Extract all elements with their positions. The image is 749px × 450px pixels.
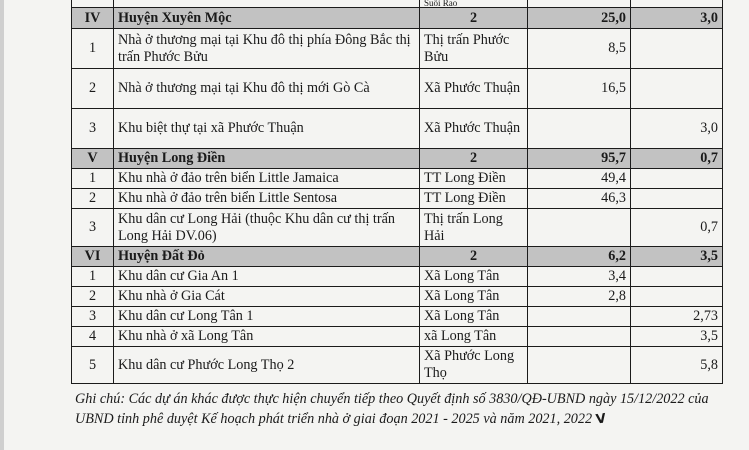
row-number: 1 [72,169,114,189]
table-row [72,287,723,307]
project-name: Khu nhà ở Gia Cát [114,287,420,307]
area-a [528,327,631,347]
group-number: VI [72,247,114,267]
group-project-count: 2 [420,8,528,29]
project-location: xã Long Tân [420,327,528,347]
page-edge [0,0,4,450]
area-b [631,29,723,69]
row-number: 5 [72,347,114,384]
project-location: Xã Long Tân [420,287,528,307]
area-b: 3,5 [631,327,723,347]
group-area-b: 0,7 [631,149,723,169]
area-b: 2,73 [631,307,723,327]
area-a: 3,4 [528,267,631,287]
footnote [75,389,735,430]
project-name: Khu nhà ở đảo trên biển Little Sentosa [114,189,420,209]
group-area-b: 3,0 [631,8,723,29]
row-number: 3 [72,209,114,247]
table-row [72,209,723,247]
area-a [528,347,631,384]
project-name: Khu dân cư Long Hải (thuộc Khu dân cư thị trấn Long Hải DV.06) [114,209,420,247]
table-row [72,267,723,287]
table-body [72,0,723,384]
table-row [72,189,723,209]
group-project-count: 2 [420,149,528,169]
project-location: Xã Phước Long Thọ [420,347,528,384]
table-row [72,307,723,327]
area-a [528,209,631,247]
area-b [631,267,723,287]
table-row [72,347,723,384]
project-name: Khu nhà ở xã Long Tân [114,327,420,347]
area-a: 8,5 [528,29,631,69]
project-location: TT Long Điền [420,189,528,209]
location-fragment: Suối Rao [420,0,528,8]
group-number: V [72,149,114,169]
group-area-b: 3,5 [631,247,723,267]
row-number: 2 [72,189,114,209]
group-area-a: 25,0 [528,8,631,29]
project-name: Khu dân cư Phước Long Thọ 2 [114,347,420,384]
table-row-continuation [72,0,723,8]
project-location: Thị trấn Long Hải [420,209,528,247]
row-number: 1 [72,267,114,287]
area-b [631,287,723,307]
area-a [528,109,631,149]
area-a: 16,5 [528,69,631,109]
project-location: Xã Phước Thuận [420,109,528,149]
area-b: 0,7 [631,209,723,247]
project-location: Xã Long Tân [420,267,528,287]
group-area-a: 95,7 [528,149,631,169]
project-name: Khu nhà ở đảo trên biển Little Jamaica [114,169,420,189]
area-b [631,169,723,189]
table-row [72,109,723,149]
row-number: 2 [72,287,114,307]
project-location: Xã Phước Thuận [420,69,528,109]
project-location: Thị trấn Phước Bửu [420,29,528,69]
project-name: Khu dân cư Long Tân 1 [114,307,420,327]
project-location: Xã Long Tân [420,307,528,327]
group-name: Huyện Xuyên Mộc [114,8,420,29]
area-b: 5,8 [631,347,723,384]
table-row [72,29,723,69]
group-number: IV [72,8,114,29]
project-name: Khu biệt thự tại xã Phước Thuận [114,109,420,149]
area-a: 49,4 [528,169,631,189]
project-name: Nhà ở thương mại tại Khu đô thị mới Gò Cà [114,69,420,109]
group-header-row [72,8,723,29]
group-name: Huyện Đất Đỏ [114,247,420,267]
group-header-row [72,149,723,169]
table-row [72,327,723,347]
area-b [631,189,723,209]
area-b: 3,0 [631,109,723,149]
area-a: 46,3 [528,189,631,209]
project-name: Khu dân cư Gia An 1 [114,267,420,287]
group-name: Huyện Long Điền [114,149,420,169]
handwritten-initials: V [595,411,608,428]
table-row [72,169,723,189]
project-name: Nhà ở thương mại tại Khu đô thị phía Đông Bắc thị trấn Phước Bửu [114,29,420,69]
area-a [528,307,631,327]
footnote-text: Ghi chú: Các dự án khác được thực hiện chuyển tiếp theo Quyết định số 3830/QĐ-UBND ngày 15/12/2022 của UBND tỉnh phê duyệt Kế hoạch phát triển nhà ở giai đoạn 2021 - 2025 và năm 2021, 2022 [75,391,709,427]
group-area-a: 6,2 [528,247,631,267]
area-a: 2,8 [528,287,631,307]
row-number: 4 [72,327,114,347]
group-header-row [72,247,723,267]
row-number: 3 [72,307,114,327]
housing-projects-table [71,0,723,384]
table-row [72,69,723,109]
row-number: 3 [72,109,114,149]
group-project-count: 2 [420,247,528,267]
row-number: 1 [72,29,114,69]
project-location: TT Long Điền [420,169,528,189]
area-b [631,69,723,109]
row-number: 2 [72,69,114,109]
